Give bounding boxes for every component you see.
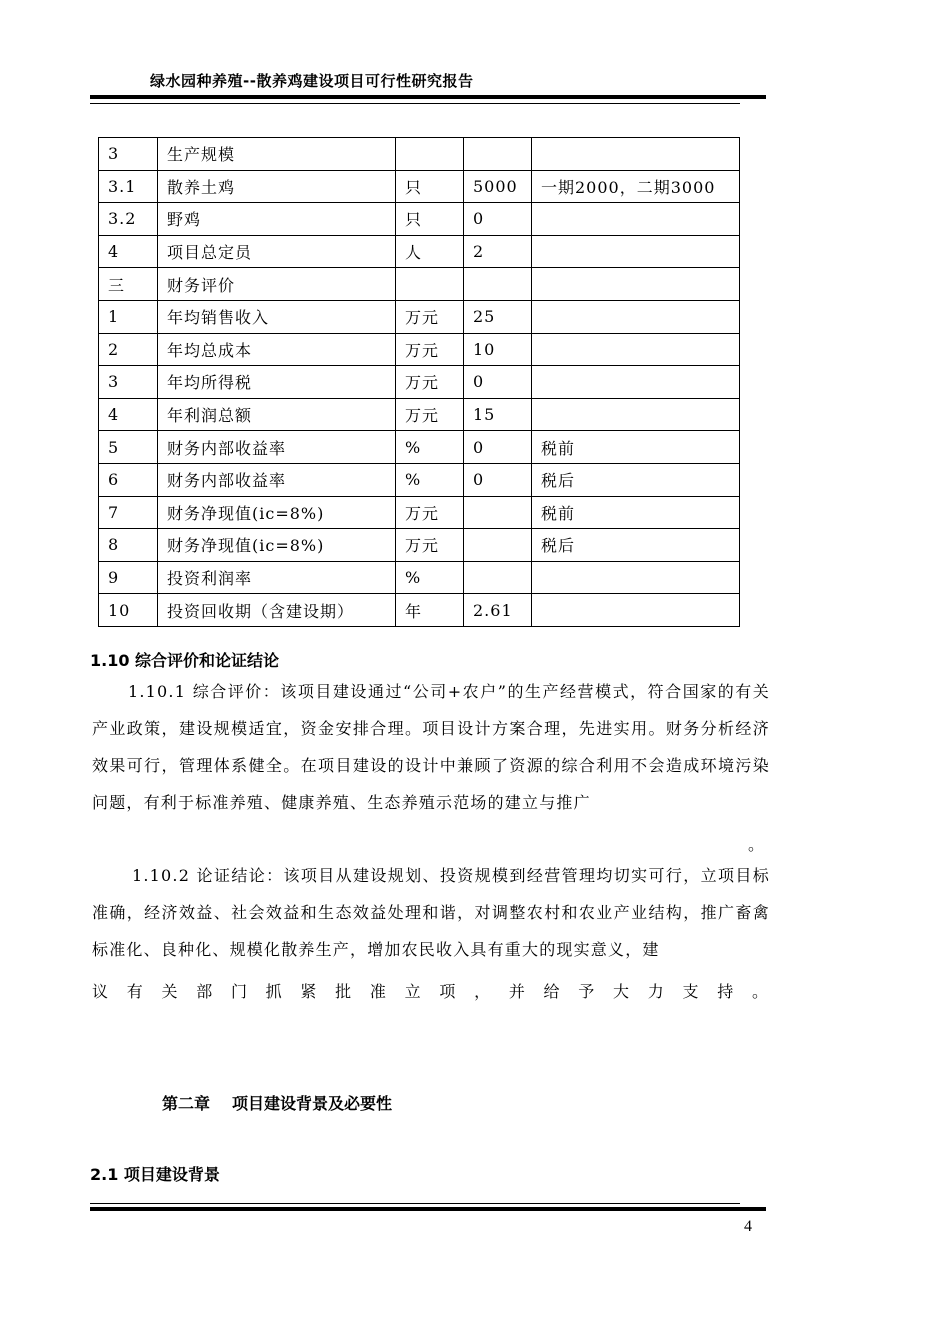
table-row xyxy=(99,398,740,431)
chapter-2-label: 第二章 xyxy=(162,1094,211,1113)
last-line-char: 紧 xyxy=(300,982,317,1001)
table-cell: 税后 xyxy=(532,529,740,562)
section-1-10-heading: 1.10 综合评价和论证结论 xyxy=(90,651,280,670)
table-cell: 2 xyxy=(464,235,532,268)
table-cell: 8 xyxy=(99,529,158,562)
table-cell: 财务内部收益率 xyxy=(158,431,396,464)
last-line-char: 持 xyxy=(717,982,734,1001)
last-line-char: 予 xyxy=(578,982,595,1001)
table-cell: 年均总成本 xyxy=(158,333,396,366)
table-row xyxy=(99,300,740,333)
page-number: 4 xyxy=(744,1218,752,1235)
table-row xyxy=(99,463,740,496)
table-cell: 0 xyxy=(464,431,532,464)
table-cell xyxy=(396,268,464,301)
table-cell xyxy=(464,268,532,301)
table-cell xyxy=(532,398,740,431)
table-cell: 万元 xyxy=(396,333,464,366)
table-cell xyxy=(532,300,740,333)
table-cell xyxy=(532,594,740,627)
table-cell xyxy=(464,529,532,562)
table-cell: 3.1 xyxy=(99,170,158,203)
table-cell: 野鸡 xyxy=(158,203,396,236)
footer-rule-thin xyxy=(90,1203,740,1204)
table-row xyxy=(99,431,740,464)
table-cell: 万元 xyxy=(396,496,464,529)
header-rule-thick xyxy=(90,95,766,99)
table-cell xyxy=(532,268,740,301)
table-cell xyxy=(532,333,740,366)
last-line-char: 给 xyxy=(543,982,560,1001)
table-cell: 0 xyxy=(464,203,532,236)
table-cell: 三 xyxy=(99,268,158,301)
table-row xyxy=(99,235,740,268)
table-cell: 年利润总额 xyxy=(158,398,396,431)
last-line-char: 抓 xyxy=(265,982,282,1001)
last-line-char: 门 xyxy=(230,982,247,1001)
table-row xyxy=(99,268,740,301)
table-cell: 1 xyxy=(99,300,158,333)
table-cell: 3.2 xyxy=(99,203,158,236)
table-cell xyxy=(532,138,740,171)
chapter-2-title xyxy=(162,1091,392,1114)
table-cell: 年均所得税 xyxy=(158,366,396,399)
table-cell: 2 xyxy=(99,333,158,366)
table-cell: 4 xyxy=(99,398,158,431)
table-cell: 散养土鸡 xyxy=(158,170,396,203)
table-row xyxy=(99,529,740,562)
table-cell: 2.61 xyxy=(464,594,532,627)
table-cell: 税前 xyxy=(532,496,740,529)
table-cell: 万元 xyxy=(396,366,464,399)
table-cell: 一期2000，二期3000 xyxy=(532,170,740,203)
last-line-char: ， xyxy=(474,982,491,1001)
last-line-char: 力 xyxy=(647,982,664,1001)
section-2-1-heading: 2.1 项目建设背景 xyxy=(90,1165,220,1184)
table-cell: 3 xyxy=(99,138,158,171)
table-row xyxy=(99,561,740,594)
header-rule-thin xyxy=(90,103,740,104)
footer-rule-thick xyxy=(90,1207,766,1211)
table-cell: 项目总定员 xyxy=(158,235,396,268)
table-row xyxy=(99,366,740,399)
last-line-char: 部 xyxy=(196,982,213,1001)
table-cell: 15 xyxy=(464,398,532,431)
table-cell: 万元 xyxy=(396,398,464,431)
table-cell: 万元 xyxy=(396,529,464,562)
table-cell: 财务净现值(ic=8%) xyxy=(158,496,396,529)
table-cell: 人 xyxy=(396,235,464,268)
table-cell xyxy=(532,561,740,594)
table-cell: 0 xyxy=(464,366,532,399)
table-cell: 投资回收期（含建设期） xyxy=(158,594,396,627)
table-cell: 万元 xyxy=(396,300,464,333)
last-line-char: 支 xyxy=(682,982,699,1001)
table-cell: 年 xyxy=(396,594,464,627)
table-cell: 投资利润率 xyxy=(158,561,396,594)
table-cell: 3 xyxy=(99,366,158,399)
table-cell: 4 xyxy=(99,235,158,268)
table-cell xyxy=(464,496,532,529)
last-line-char: 议 xyxy=(92,982,109,1001)
table-cell xyxy=(464,561,532,594)
table-cell xyxy=(532,366,740,399)
table-cell: % xyxy=(396,463,464,496)
last-line-char: 并 xyxy=(508,982,525,1001)
table-cell: 财务内部收益率 xyxy=(158,463,396,496)
last-line-char: 准 xyxy=(369,982,386,1001)
table-cell: 生产规模 xyxy=(158,138,396,171)
last-line-char: 有 xyxy=(126,982,143,1001)
paragraph-1-10-1-text: 1.10.1 综合评价：该项目建设通过“公司+农户”的生产经营模式，符合国家的有关产业政策，建设规模适宜，资金安排合理。项目设计方案合理，先进实用。财务分析经济效果可行，管理体系健全。在项目建设的设计中兼顾了资源的综合利用不会造成环境污染问题，有利于标准养殖、健康养殖、生态养殖示范场的建立与推广 xyxy=(92,682,770,812)
table-cell: 5000 xyxy=(464,170,532,203)
table-cell: 5 xyxy=(99,431,158,464)
table-cell: 6 xyxy=(99,463,158,496)
table-cell xyxy=(532,235,740,268)
table-cell: 25 xyxy=(464,300,532,333)
table-cell xyxy=(532,203,740,236)
table-cell: 只 xyxy=(396,203,464,236)
table-cell: 财务评价 xyxy=(158,268,396,301)
table-cell: 财务净现值(ic=8%) xyxy=(158,529,396,562)
table-cell: 10 xyxy=(99,594,158,627)
last-line-char: 大 xyxy=(613,982,630,1001)
table-cell: 10 xyxy=(464,333,532,366)
paragraph-1-10-2-last-line xyxy=(92,979,768,1002)
summary-table xyxy=(98,137,740,627)
table-row xyxy=(99,203,740,236)
table-cell: 9 xyxy=(99,561,158,594)
paragraph-1-10-1 xyxy=(92,673,770,821)
table-cell xyxy=(396,138,464,171)
last-line-char: 立 xyxy=(404,982,421,1001)
table-row xyxy=(99,496,740,529)
paragraph-1-10-1-end-mark: 。 xyxy=(748,835,765,854)
table-row xyxy=(99,138,740,171)
table-cell: % xyxy=(396,561,464,594)
table-cell: 税前 xyxy=(532,431,740,464)
table-cell: % xyxy=(396,431,464,464)
last-line-char: 关 xyxy=(161,982,178,1001)
table-cell: 只 xyxy=(396,170,464,203)
table-cell: 7 xyxy=(99,496,158,529)
chapter-2-name: 项目建设背景及必要性 xyxy=(232,1094,393,1113)
table-cell: 税后 xyxy=(532,463,740,496)
last-line-char: 批 xyxy=(335,982,352,1001)
paragraph-1-10-2 xyxy=(92,857,770,968)
paragraph-1-10-2-text: 1.10.2 论证结论：该项目从建设规划、投资规模到经营管理均切实可行，立项目标准确，经济效益、社会效益和生态效益处理和谐，对调整农村和农业产业结构，推广畜禽标准化、良种化、规模化散养生产，增加农民收入具有重大的现实意义，建 xyxy=(92,866,770,959)
table-row xyxy=(99,170,740,203)
table-row xyxy=(99,594,740,627)
header-title: 绿水园种养殖--散养鸡建设项目可行性研究报告 xyxy=(150,72,474,90)
table-cell: 年均销售收入 xyxy=(158,300,396,333)
table-cell: 0 xyxy=(464,463,532,496)
table-cell xyxy=(464,138,532,171)
last-line-char: 。 xyxy=(751,982,768,1001)
table-row xyxy=(99,333,740,366)
last-line-char: 项 xyxy=(439,982,456,1001)
